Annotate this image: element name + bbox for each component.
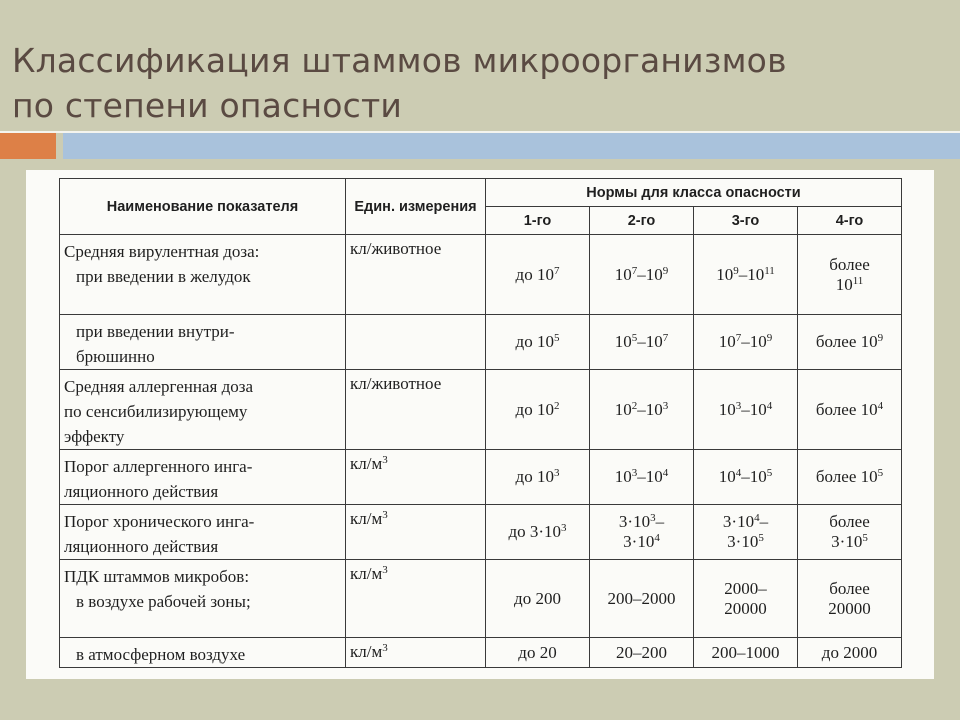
header-unit: Един. измерения (346, 179, 486, 235)
table-row (60, 560, 902, 638)
class-3-value-cell (694, 370, 798, 450)
value-line: $10^2-10^3$ (614, 399, 669, 419)
class-2-value-cell (590, 450, 694, 505)
value-line: $10^3-10^4$ (718, 399, 773, 419)
indicator-name-line: Порог аллергенного инга- (64, 457, 253, 476)
value-line: 200–1000 (711, 642, 780, 662)
table-row (60, 505, 902, 560)
accent-bar-blue (63, 133, 960, 159)
indicator-name-line: в атмосферном воздухе (76, 645, 246, 664)
value-line: $3\cdot 10^5$ (831, 532, 868, 551)
table-row (60, 235, 902, 315)
indicator-name-line: Средняя аллергенная доза (64, 377, 254, 396)
table-image-area (26, 170, 934, 679)
value-line: 20000 (724, 598, 767, 618)
value-line: до $10^7$ (515, 264, 560, 284)
class-4-value-cell (798, 638, 902, 668)
class-1-value-cell (486, 315, 590, 370)
value-line: до 2000 (821, 642, 878, 662)
class-3-value-cell (694, 560, 798, 638)
table-body (60, 235, 902, 668)
value-line: более $10^9$ (815, 332, 884, 351)
value-line: до $10^5$ (515, 332, 560, 351)
value-line: 20–200 (616, 642, 667, 662)
indicator-name-line: брюшинно (76, 347, 155, 366)
slide-title-line-2: по степени опасности (12, 86, 403, 125)
value-line: $10^7-10^9$ (718, 332, 773, 351)
indicator-name-line: Порог хронического инга- (64, 512, 255, 531)
value-line: до 200 (514, 588, 561, 608)
header-class-3: 3-го (694, 207, 798, 235)
unit-cell: $кл/м^3$ (346, 505, 486, 560)
indicator-name-line: по сенсибилизирующему (64, 402, 248, 421)
class-3-value-cell (694, 450, 798, 505)
value-line: более $10^5$ (815, 467, 884, 486)
value-line: $10^{11}$ (835, 274, 864, 294)
indicator-name-cell (60, 370, 346, 450)
class-2-value-cell (590, 638, 694, 668)
indicator-name-cell (60, 235, 346, 315)
header-class-4: 4-го (798, 207, 902, 235)
class-4-value-cell (798, 505, 902, 560)
value-line: $10^3-10^4$ (614, 467, 669, 486)
value-line: до $10^2$ (515, 399, 560, 419)
value-line: более (829, 254, 870, 274)
class-4-value-cell (798, 560, 902, 638)
value-line: более (829, 512, 870, 531)
class-2-value-cell (590, 370, 694, 450)
slide-title (12, 38, 932, 128)
class-2-value-cell (590, 505, 694, 560)
table-row (60, 370, 902, 450)
unit-cell: кл/животное (346, 370, 486, 450)
value-line: более (829, 578, 870, 598)
value-line: до 20 (518, 642, 557, 662)
class-1-value-cell (486, 450, 590, 505)
slide-title-line-1: Классификация штаммов микроорганизмов (12, 41, 787, 80)
value-line: $10^9-10^{11}$ (716, 264, 775, 284)
unit-cell: $кл/м^3$ (346, 560, 486, 638)
hazard-classification-table (59, 178, 902, 668)
value-line: более $10^4$ (815, 399, 884, 419)
header-norms: Нормы для класса опасности (486, 179, 902, 207)
indicator-name-line: ляционного действия (64, 537, 219, 556)
value-line: до $10^3$ (515, 467, 560, 486)
unit-cell: $кл/м^3$ (346, 450, 486, 505)
class-4-value-cell (798, 450, 902, 505)
class-1-value-cell (486, 370, 590, 450)
value-line: $10^4-10^5$ (718, 467, 773, 486)
value-line: до $3\cdot 10^3$ (508, 522, 567, 541)
class-2-value-cell (590, 235, 694, 315)
value-line: $3\cdot 10^4-$ (722, 512, 769, 531)
indicator-name-line: Средняя вирулентная доза: (64, 242, 260, 261)
header-indicator-name: Наименование показателя (60, 179, 346, 235)
class-3-value-cell (694, 638, 798, 668)
unit-cell: кл/животное (346, 235, 486, 315)
table-row (60, 638, 902, 668)
value-line: 2000– (724, 578, 767, 598)
indicator-name-cell (60, 560, 346, 638)
class-3-value-cell (694, 315, 798, 370)
header-class-2: 2-го (590, 207, 694, 235)
value-line: 200–2000 (607, 588, 676, 608)
indicator-name-line: при введении в желудок (76, 267, 251, 286)
value-line: $3\cdot 10^3-$ (618, 512, 665, 531)
indicator-name-cell (60, 505, 346, 560)
value-line: $3\cdot 10^4$ (623, 532, 660, 551)
class-1-value-cell (486, 560, 590, 638)
indicator-name-line: в воздухе рабочей зоны; (76, 592, 251, 611)
value-line: $10^5-10^7$ (614, 332, 669, 351)
class-3-value-cell (694, 505, 798, 560)
unit-cell (346, 315, 486, 370)
class-4-value-cell (798, 370, 902, 450)
value-line: $10^7-10^9$ (614, 264, 669, 284)
indicator-name-line: ПДК штаммов микробов: (64, 567, 250, 586)
class-1-value-cell (486, 505, 590, 560)
class-1-value-cell (486, 235, 590, 315)
indicator-name-cell (60, 450, 346, 505)
indicator-name-cell (60, 638, 346, 668)
indicator-name-line: ляционного действия (64, 482, 219, 501)
indicator-name-line: при введении внутри- (76, 322, 235, 341)
table-row (60, 315, 902, 370)
class-4-value-cell (798, 315, 902, 370)
class-3-value-cell (694, 235, 798, 315)
table-row (60, 450, 902, 505)
header-class-1: 1-го (486, 207, 590, 235)
unit-cell: $кл/м^3$ (346, 638, 486, 668)
class-1-value-cell (486, 638, 590, 668)
class-2-value-cell (590, 560, 694, 638)
indicator-name-line: эффекту (64, 427, 125, 446)
indicator-name-cell (60, 315, 346, 370)
value-line: 20000 (828, 598, 871, 618)
value-line: $3\cdot 10^5$ (727, 532, 764, 551)
class-4-value-cell (798, 235, 902, 315)
accent-bar-orange (0, 133, 56, 159)
class-2-value-cell (590, 315, 694, 370)
